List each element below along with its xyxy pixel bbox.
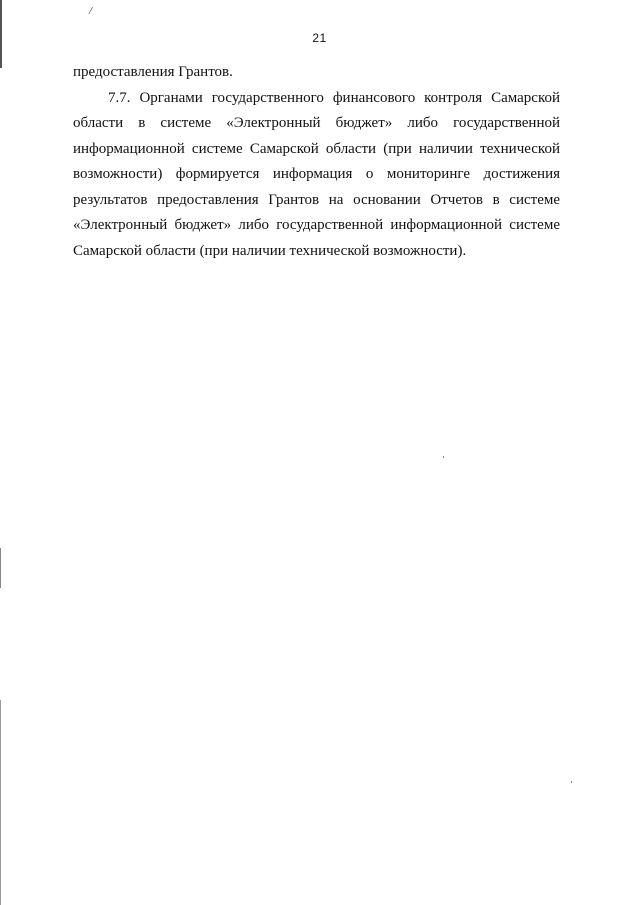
scan-speck (571, 781, 572, 783)
scan-edge-mark (0, 548, 1, 588)
paragraph-7-7: 7.7. Органами государственного финансового контроля Самарской области в системе «Электронный бюджет» либо государственной информационной системе Самарской области (при наличии технической возможности) формируется информация о мониторинге достижения результатов предоставления Грантов на основании Отчетов в системе «Электронный бюджет» либо государственной информационной системе Самарской области (при наличии технической возможности). (73, 89, 560, 259)
document-body (73, 60, 560, 264)
paragraph-continuation: предоставления Грантов. (73, 64, 233, 80)
page-number: 21 (312, 31, 327, 45)
scan-speck (443, 456, 444, 458)
margin-mark: / (89, 5, 93, 17)
scan-edge-mark (0, 700, 1, 905)
